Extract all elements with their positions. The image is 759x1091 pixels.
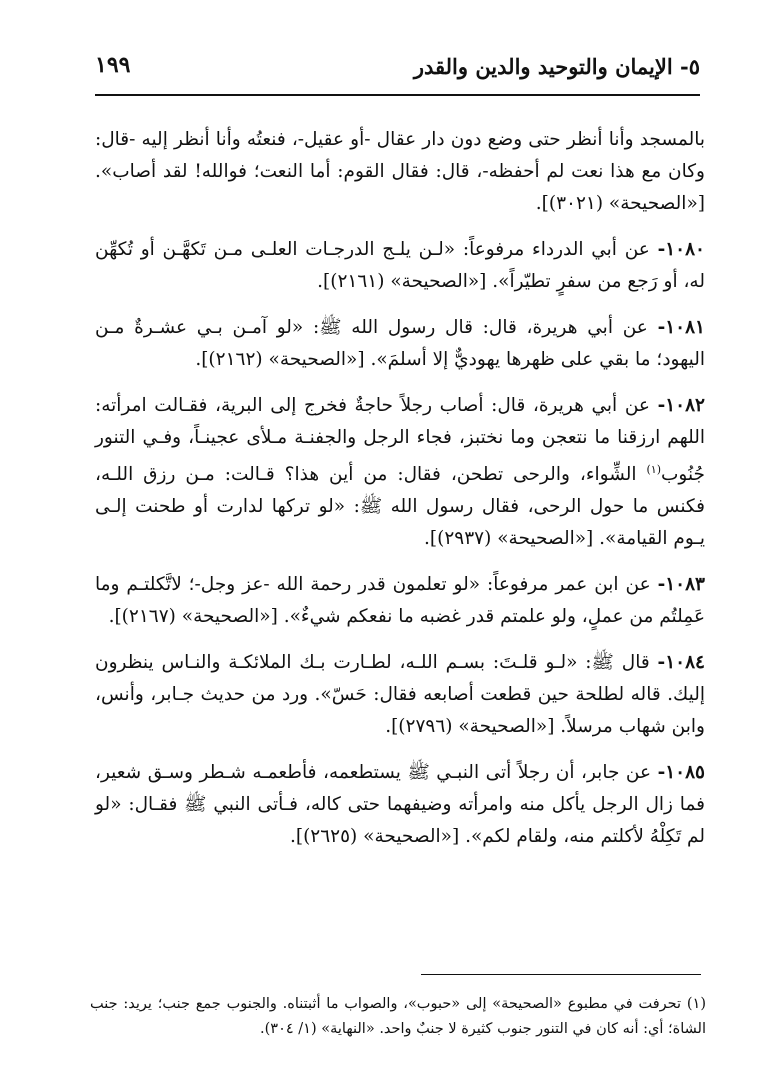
paragraph-text: عن جابر، أن رجلاً أتى النبـي ﷺ يستطعمه، فأطعمـه شـطر وسـق شعير، فما زال الرجل يأكل منه وامرأته وضيفهما حتى كاله، فـأتى النبي ﷺ فقـال: «لو لم تَكِلْهُ لأكلتم منه، ولقام لكم». [«الصحيحة» (٢٦٢٥)]. — [95, 762, 705, 848]
paragraph-text: عن أبي الدرداء مرفوعاً: «لـن يلـج الدرجـات العلـى مـن تَكهَّـن أو تُكهِّن له، أو رَجع من سفرٍ تطيّراً». [«الصحيحة» (٢١٦١)]. — [95, 239, 705, 292]
paragraph-text: قال ﷺ: «لـو قلـتَ: بسـم اللـه، لطـارت بـك الملائكـة والنـاس ينظرون إليك. قاله لطلحة حين قطعت أصابعه فقال: حَسّ». ورد من حديث جـابر، وأنس، وابن شهاب مرسلاً. [«الصحيحة» (٢٧٩٦)]. — [95, 652, 705, 738]
hadith-number: ١٠٨١- — [657, 317, 705, 338]
page-number: ١٩٩ — [95, 52, 131, 78]
paragraph-text: عن أبي هريرة، قال: أصاب رجلاً حاجةٌ فخرج إلى البرية، فقـالت امرأته: اللهم ارزقنا ما نتعجن وما نختبز، فجاء الرجل والجفنـة مـلأى عجينـاً، وفـي التنور جُنُوب — [95, 395, 705, 486]
footnote — [90, 992, 706, 1042]
chapter-title: ٥- الإيمان والتوحيد والدين والقدر — [413, 54, 700, 79]
footnote-divider — [421, 974, 701, 975]
paragraph-text-continued: الشِّواء، والرحى تطحن، فقال: من أين هذا؟ قـالت: مـن رزق اللـه، فكنس ما حول الرحى، فقال رسول الله ﷺ: «لو تركها لدارت أو طحنت إلـى يـوم القيامة». [«الصحيحة» (٢٩٣٧)]. — [95, 464, 705, 550]
hadith-number: ١٠٨٢- — [657, 395, 705, 416]
footnote-marker: (١) — [686, 996, 706, 1012]
hadith-1082 — [95, 390, 705, 555]
hadith-1083 — [95, 569, 705, 633]
hadith-number: ١٠٨٤- — [657, 652, 705, 674]
hadith-1081 — [95, 312, 705, 376]
hadith-1084 — [95, 647, 705, 743]
hadith-1085 — [95, 757, 705, 853]
hadith-number: ١٠٨٥- — [657, 762, 705, 784]
footnote-reference[interactable]: (١) — [646, 463, 661, 476]
continued-paragraph — [95, 124, 705, 220]
hadith-number: ١٠٨٣- — [657, 574, 705, 596]
paragraph-text: عن ابن عمر مرفوعاً: «لو تعلمون قدر رحمة الله -عز وجل-؛ لاتَّكلتـم وما عَمِلتُم من عملٍ، ولو علمتم قدر غضبه ما نفعكم شيءٌ». [«الصحيحة» (٢١٦٧)]. — [95, 574, 705, 628]
page-header — [95, 50, 700, 96]
footnote-text: تحرفت في مطبوع «الصحيحة» إلى «حبوب»، والصواب ما أثبتناه. والجنوب جمع جنب؛ يريد: جنب الشاة؛ أي: أنه كان في التنور جنوب كثيرة لا جنبٌ واحد. «النهاية» (١/ ٣٠٤). — [90, 996, 706, 1037]
hadith-1080 — [95, 234, 705, 298]
hadith-number: ١٠٨٠- — [657, 239, 705, 260]
paragraph-text: عن أبي هريرة، قال: قال رسول الله ﷺ: «لو آمـن بـي عشـرةٌ مـن اليهود؛ ما بقي على ظهرها يهوديٌّ إلا أسلمَ». [«الصحيحة» (٢١٦٢)]. — [95, 317, 705, 370]
paragraph-text: بالمسجد وأنا أنظر حتى وضع دون دار عقال -أو عقيل-، فنعتُه وأنا أنظر إليه -قال: وكان مع هذا نعت لم أحفظه-، قال: فقال القوم: أما النعت؛ فوالله! لقد أصاب». [«الصحيحة» (٣٠٢١)]. — [95, 129, 705, 214]
main-text — [95, 124, 705, 867]
